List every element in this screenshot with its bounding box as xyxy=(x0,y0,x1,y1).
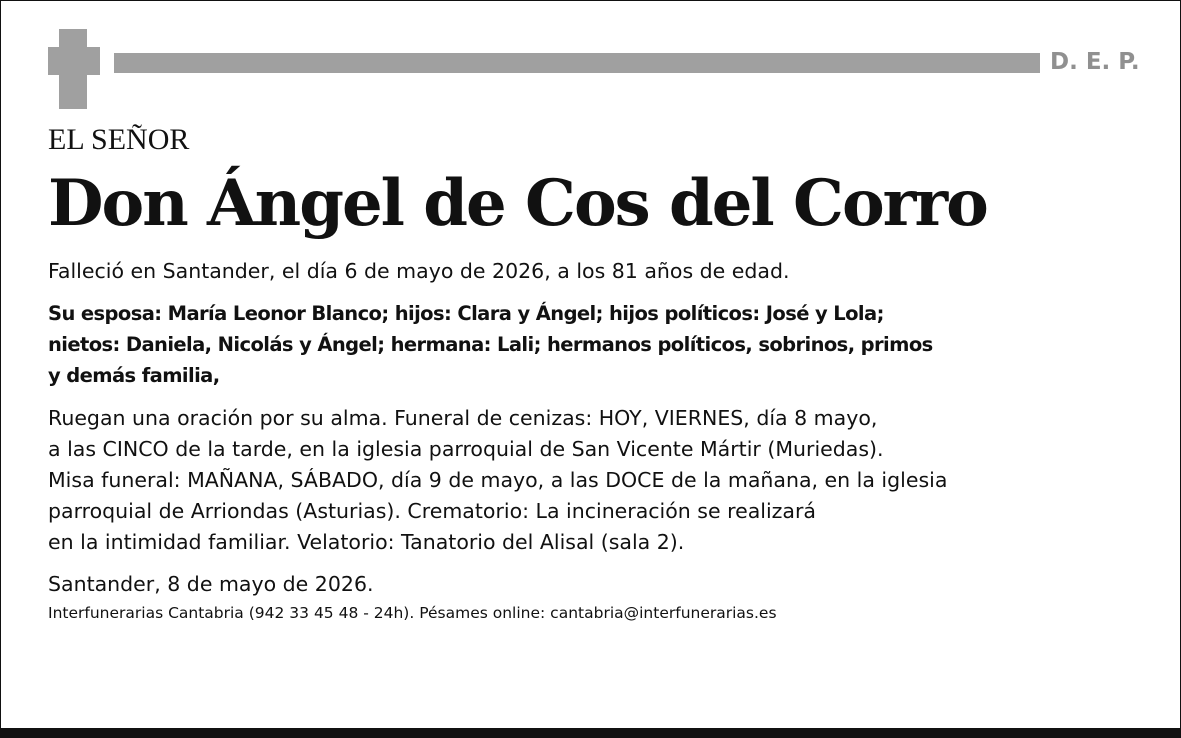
family-line: y demás familia, xyxy=(48,364,220,387)
cross-icon-arm xyxy=(48,47,100,75)
ceremony-line: Ruegan una oración por su alma. Funeral de cenizas: HOY, VIERNES, día 8 mayo, xyxy=(48,406,878,430)
family-line: Su esposa: María Leonor Blanco; hijos: Clara y Ángel; hijos políticos: José y Lola; xyxy=(48,302,884,325)
dep-label: D. E. P. xyxy=(1050,49,1140,75)
funeral-home-contact: Interfunerarias Cantabria (942 33 45 48 - 24h). Pésames online: cantabria@interfunerarias.es xyxy=(48,604,777,622)
family-list xyxy=(48,298,933,391)
ceremony-line: a las CINCO de la tarde, en la iglesia parroquial de San Vicente Mártir (Muriedas). xyxy=(48,437,884,461)
deceased-name: Don Ángel de Cos del Corro xyxy=(48,166,987,241)
ceremony-details xyxy=(48,403,947,558)
death-notice: Falleció en Santander, el día 6 de mayo de 2026, a los 81 años de edad. xyxy=(48,259,790,283)
header-divider-bar xyxy=(114,53,1040,73)
ceremony-line: Misa funeral: MAÑANA, SÁBADO, día 9 de mayo, a las DOCE de la mañana, en la iglesia xyxy=(48,468,948,492)
place-and-date: Santander, 8 de mayo de 2026. xyxy=(48,572,374,596)
ceremony-line: parroquial de Arriondas (Asturias). Crematorio: La incineración se realizará xyxy=(48,499,816,523)
honorific-prefix: EL SEÑOR xyxy=(48,123,190,156)
ceremony-line: en la intimidad familiar. Velatorio: Tanatorio del Alisal (sala 2). xyxy=(48,530,685,554)
family-line: nietos: Daniela, Nicolás y Ángel; hermana: Lali; hermanos políticos, sobrinos, primos xyxy=(48,333,933,356)
